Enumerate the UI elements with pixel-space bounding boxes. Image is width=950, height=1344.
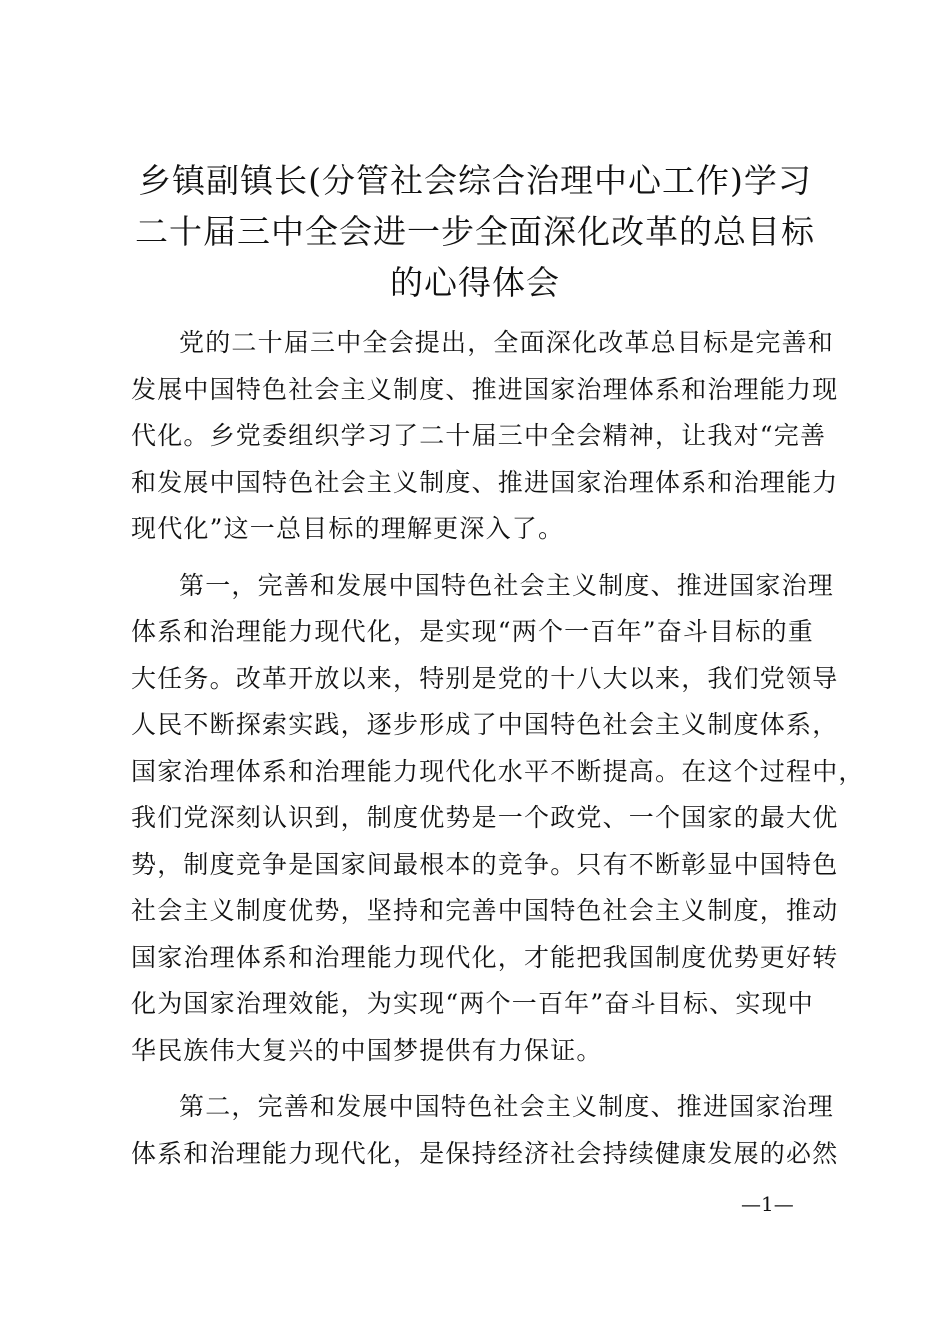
paragraph-spacing [131,1074,831,1084]
title-line: 的心得体会 [390,263,560,302]
paragraph-line: 华民族伟大复兴的中国梦提供有力保证。 [131,1035,603,1065]
paragraph-intro [131,320,839,553]
document-body [131,320,865,1177]
title-line: 乡镇副镇长(分管社会综合治理中心工作)学习 [138,161,812,200]
paragraph-second-point [131,1084,839,1177]
paragraph-line: 国家治理体系和治理能力现代化，才能把我国制度优势更好转 [131,942,839,972]
title-line: 二十届三中全会进一步全面深化改革的总目标 [135,212,815,251]
paragraph-first-point [131,563,865,1075]
page-number: —1— [741,1192,794,1216]
paragraph-line: 人民不断探索实践，逐步形成了中国特色社会主义制度体系， [131,710,839,739]
paragraph-line: 我们党深刻认识到，制度优势是一个政党、一个国家的最大优 [131,803,839,832]
paragraph-line: 大任务。改革开放以来，特别是党的十八大以来，我们党领导 [131,663,839,693]
paragraph-line: 体系和治理能力现代化，是保持经济社会持续健康发展的必然 [131,1138,839,1168]
document-title [118,155,832,308]
paragraph-line: 党的二十届三中全会提出，全面深化改革总目标是完善和 [179,328,835,357]
paragraph-line: 发展中国特色社会主义制度、推进国家治理体系和治理能力现 [131,374,839,404]
paragraph-line: 国家治理体系和治理能力现代化水平不断提高。在这个过程中， [131,756,865,786]
paragraph-line: 社会主义制度优势，坚持和完善中国特色社会主义制度，推动 [131,896,839,925]
paragraph-line: 第二，完善和发展中国特色社会主义制度、推进国家治理 [179,1092,835,1121]
paragraph-line: 代化。乡党委组织学习了二十届三中全会精神，让我对“完善 [131,421,827,450]
paragraph-line: 和发展中国特色社会主义制度、推进国家治理体系和治理能力 [131,467,839,497]
paragraph-line: 第一，完善和发展中国特色社会主义制度、推进国家治理 [179,570,835,600]
paragraph-line: 体系和治理能力现代化，是实现“两个一百年”奋斗目标的重 [131,617,814,646]
paragraph-spacing [131,553,831,563]
paragraph-line: 势，制度竞争是国家间最根本的竞争。只有不断彰显中国特色 [131,849,839,879]
paragraph-line: 化为国家治理效能，为实现“两个一百年”奋斗目标、实现中 [131,989,814,1018]
paragraph-line: 现代化”这一总目标的理解更深入了。 [131,514,565,543]
